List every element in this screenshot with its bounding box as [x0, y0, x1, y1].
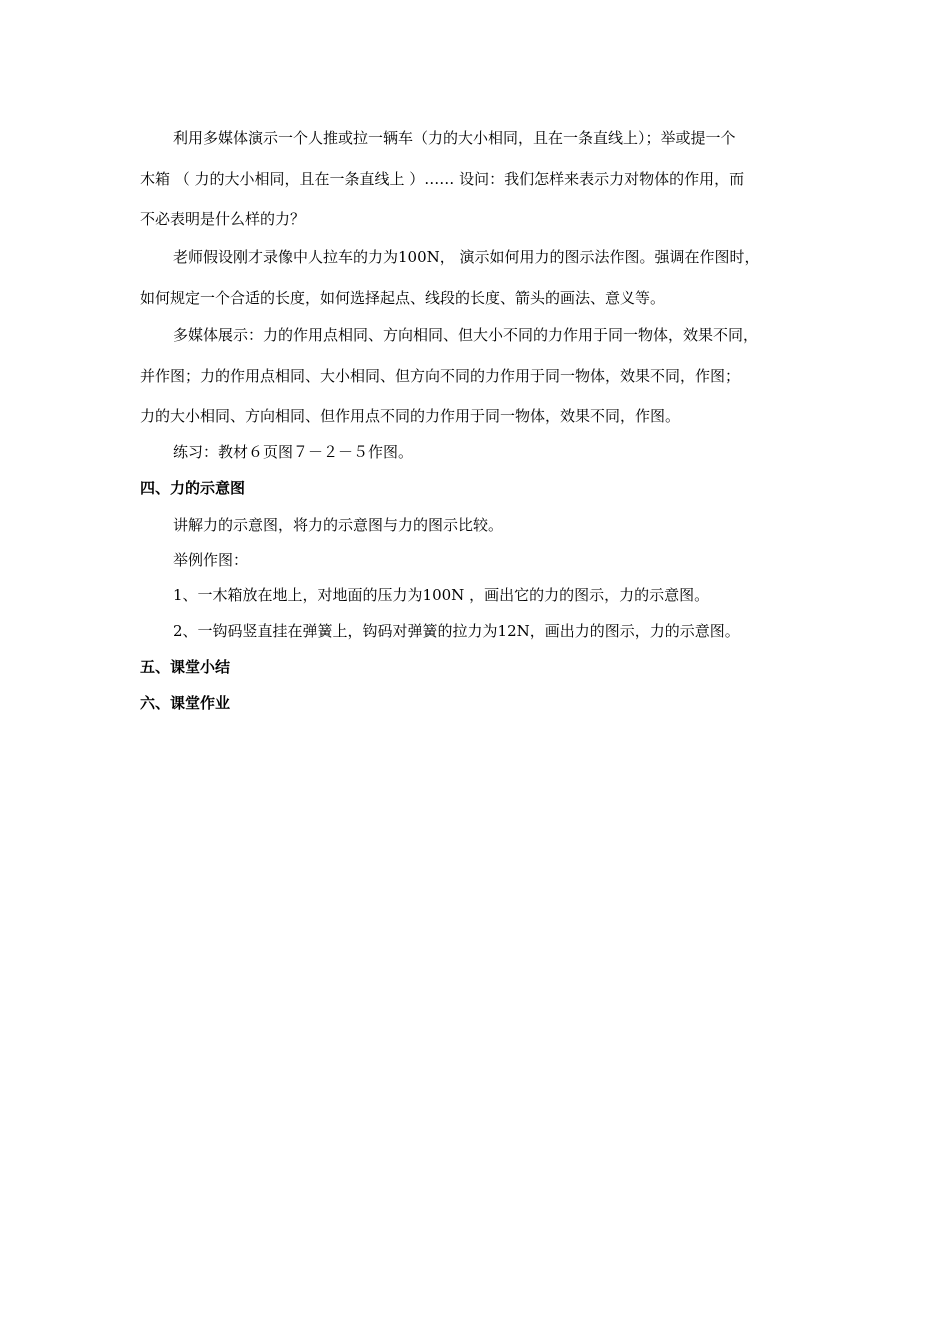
section-4-heading: 四、力的示意图 — [140, 479, 246, 497]
paragraph-3-line-3: 力的大小相同、方向相同、但作用点不同的力作用于同一物体，效果不同，作图。 — [140, 407, 681, 425]
paragraph-3-line-1: 多媒体展示：力的作用点相同、方向相同、但大小不同的力作用于同一物体，效果不同， — [173, 326, 759, 344]
paragraph-2-line-1: 老师假设刚才录像中人拉车的力为100N， 演示如何用力的图示法作图。强调在作图时， — [173, 248, 760, 266]
section-4-item-1: 1、一木箱放在地上，对地面的压力为100N ，画出它的力的图示，力的示意图。 — [173, 586, 710, 604]
paragraph-2-line-2: 如何规定一个合适的长度，如何选择起点、线段的长度、箭头的画法、意义等。 — [140, 289, 666, 307]
paragraph-3-line-2: 并作图；力的作用点相同、大小相同、但方向不同的力作用于同一物体，效果不同，作图； — [140, 367, 741, 385]
paragraph-1-line-2: 木箱 （ 力的大小相同，且在一条直线上 ）…… 设问：我们怎样来表示力对物体的作用，而 — [140, 170, 745, 188]
paragraph-1-line-1: 利用多媒体演示一个人推或拉一辆车（力的大小相同，且在一条直线上）；举或提一个 — [173, 129, 736, 147]
section-4-item-2: 2、一钩码竖直挂在弹簧上，钩码对弹簧的拉力为12N，画出力的图示，力的示意图。 — [173, 622, 740, 640]
section-4-example-label: 举例作图： — [173, 551, 249, 569]
practice-paragraph: 练习：教材６页图７－２－５作图。 — [173, 443, 414, 461]
paragraph-1-line-3: 不必表明是什么样的力？ — [140, 210, 306, 228]
section-6-heading: 六、课堂作业 — [140, 694, 231, 712]
section-5-heading: 五、课堂小结 — [140, 658, 231, 676]
section-4-paragraph: 讲解力的示意图，将力的示意图与力的图示比较。 — [173, 516, 504, 534]
